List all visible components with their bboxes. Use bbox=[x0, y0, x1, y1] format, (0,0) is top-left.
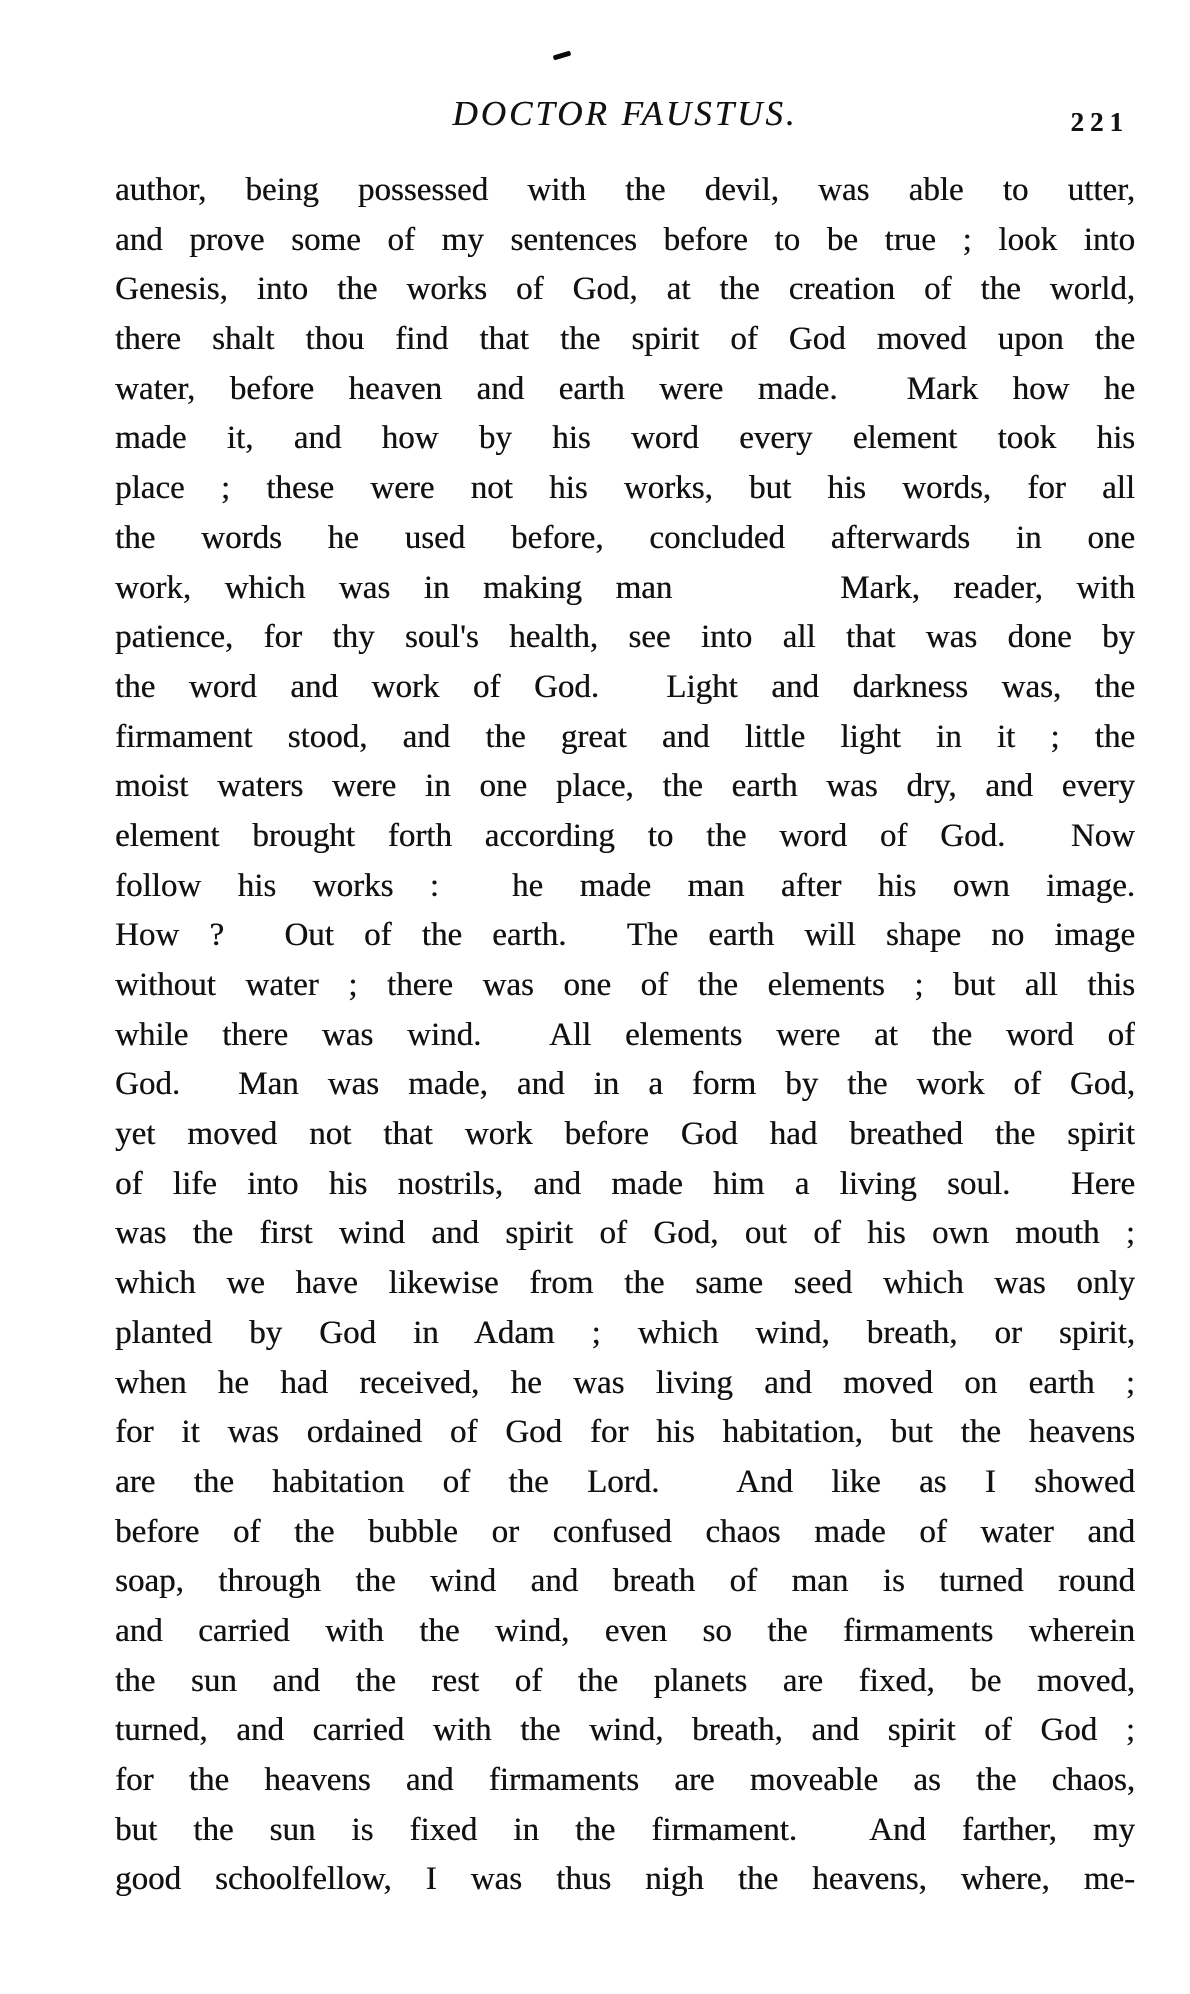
text-line: for it was ordained of God for his habitation, but the heavens bbox=[115, 1414, 1135, 1451]
page-number: 221 bbox=[1070, 107, 1129, 137]
text-line: for the heavens and firmaments are moveable as the chaos, bbox=[115, 1762, 1135, 1798]
text-line: yet moved not that work before God had breathed the spirit bbox=[115, 1116, 1135, 1153]
text-line: follow his works : he made man after his own image. bbox=[115, 867, 1135, 904]
text-line: water, before heaven and earth were made. Mark how he bbox=[115, 370, 1135, 407]
text-line: planted by God in Adam ; which wind, breath, or spirit, bbox=[115, 1314, 1135, 1351]
text-line: was the first wind and spirit of God, out of his own mouth ; bbox=[115, 1215, 1135, 1252]
text-line: author, being possessed with the devil, was able to utter, bbox=[115, 172, 1135, 208]
text-line: element brought forth according to the word of God. Now bbox=[115, 817, 1135, 854]
text-line: work, which was in making man Mark, reader, with bbox=[115, 569, 1135, 606]
text-line: moist waters were in one place, the earth was dry, and every bbox=[115, 768, 1135, 805]
text-line: place ; these were not his works, but his words, for all bbox=[115, 470, 1135, 507]
text-line: God. Man was made, and in a form by the work of God, bbox=[115, 1066, 1135, 1103]
text-line: firmament stood, and the great and little light in it ; the bbox=[115, 718, 1135, 755]
text-line: soap, through the wind and breath of man is turned round bbox=[115, 1563, 1135, 1600]
text-line: and prove some of my sentences before to be true ; look into bbox=[115, 221, 1135, 258]
body-text bbox=[115, 166, 1135, 1905]
text-line: the word and work of God. Light and darkness was, the bbox=[115, 668, 1135, 705]
text-line: the sun and the rest of the planets are fixed, be moved, bbox=[115, 1662, 1135, 1699]
ink-dash-mark bbox=[553, 50, 572, 60]
text-line: made it, and how by his word every element took his bbox=[115, 420, 1135, 457]
text-line: before of the bubble or confused chaos made of water and bbox=[115, 1513, 1135, 1550]
text-line: turned, and carried with the wind, breath, and spirit of God ; bbox=[115, 1712, 1135, 1749]
text-line: are the habitation of the Lord. And like as I showed bbox=[115, 1463, 1135, 1500]
text-line: the words he used before, concluded afterwards in one bbox=[115, 519, 1135, 556]
text-line: and carried with the wind, even so the firmaments wherein bbox=[115, 1612, 1135, 1649]
text-line: which we have likewise from the same seed which was only bbox=[115, 1265, 1135, 1302]
text-line: there shalt thou find that the spirit of God moved upon the bbox=[115, 321, 1135, 358]
running-title: DOCTOR FAUSTUS. bbox=[452, 94, 798, 133]
text-line: while there was wind. All elements were at the word of bbox=[115, 1016, 1135, 1053]
text-line: without water ; there was one of the elements ; but all this bbox=[115, 967, 1135, 1003]
text-line: of life into his nostrils, and made him a living soul. Here bbox=[115, 1165, 1135, 1202]
text-line: patience, for thy soul's health, see into all that was done by bbox=[115, 619, 1135, 656]
running-header bbox=[115, 94, 1135, 140]
text-line: when he had received, he was living and moved on earth ; bbox=[115, 1364, 1135, 1401]
text-line: good schoolfellow, I was thus nigh the heavens, where, me- bbox=[115, 1861, 1135, 1898]
text-line: Genesis, into the works of God, at the creation of the world, bbox=[115, 271, 1135, 308]
text-line: How ? Out of the earth. The earth will shape no image bbox=[115, 917, 1135, 954]
text-line: but the sun is fixed in the firmament. And farther, my bbox=[115, 1811, 1135, 1848]
